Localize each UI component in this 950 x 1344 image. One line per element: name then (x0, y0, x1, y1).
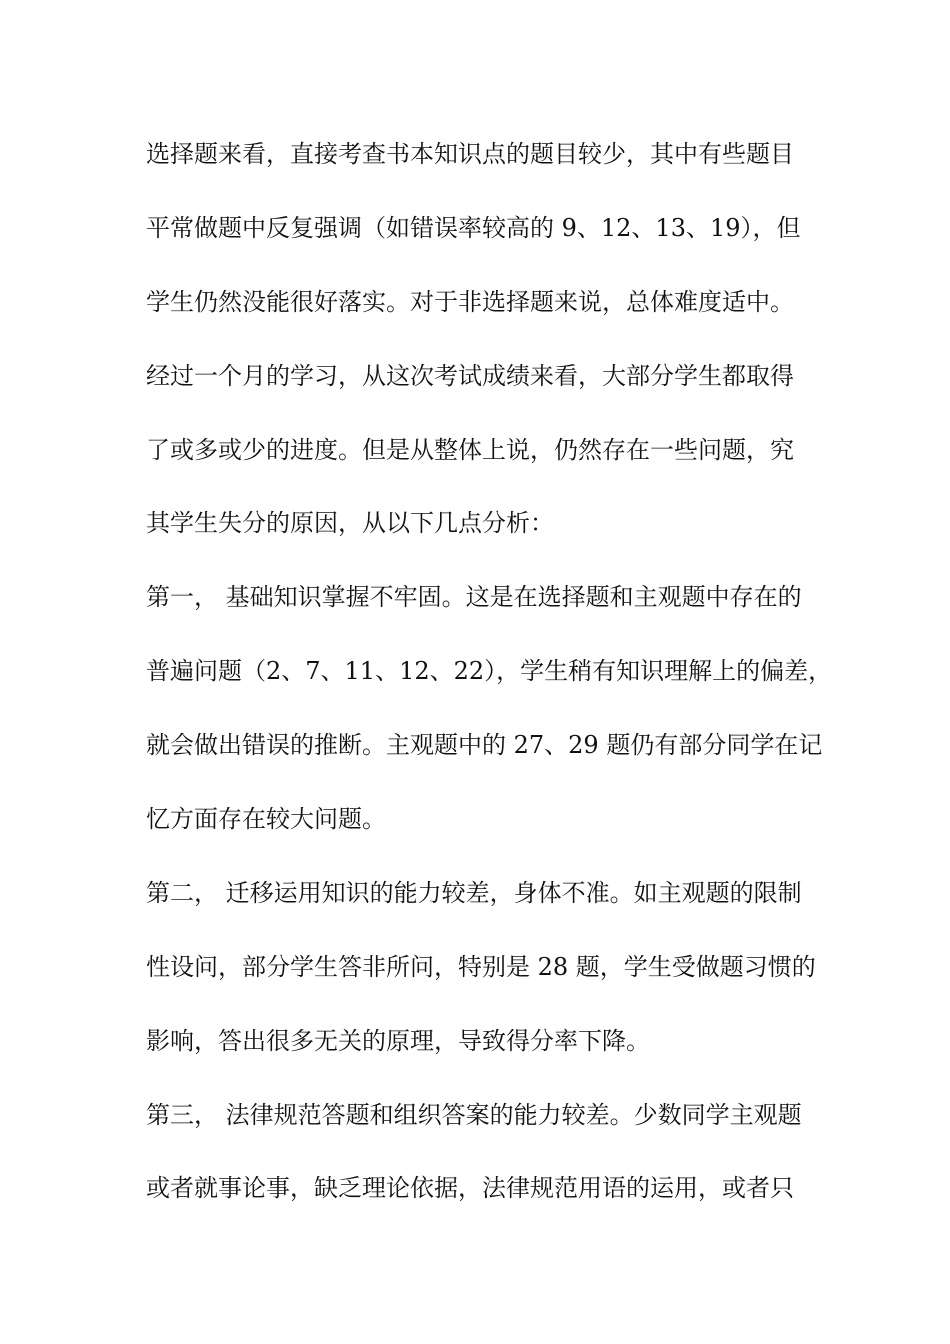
text-line: 忆方面存在较大问题。 (146, 805, 386, 834)
text-line: 第二， 迁移运用知识的能力较差，身体不准。如主观题的限制 (146, 878, 802, 907)
document-body (146, 132, 833, 1240)
text-line: 平常做题中反复强调（如错误率较高的 9、12、13、19），但 (146, 213, 801, 242)
text-line: 学生仍然没能很好落实。对于非选择题来说，总体难度适中。 (146, 287, 794, 316)
text-line: 或者就事论事，缺乏理论依据，法律规范用语的运用，或者只 (146, 1174, 794, 1203)
text-line: 性设问，部分学生答非所问，特别是 28 题，学生受做题习惯的 (146, 952, 816, 981)
text-line: 普遍问题（2、7、11、12、22），学生稍有知识理解上的偏差， (146, 657, 833, 686)
text-line: 就会做出错误的推断。主观题中的 27、29 题仍有部分同学在记 (146, 731, 823, 760)
text-line: 影响，答出很多无关的原理，导致得分率下降。 (146, 1026, 650, 1055)
text-line: 第一， 基础知识掌握不牢固。这是在选择题和主观题中存在的 (146, 583, 802, 612)
text-line: 经过一个月的学习，从这次考试成绩来看，大部分学生都取得 (146, 361, 794, 390)
text-line: 第三， 法律规范答题和组织答案的能力较差。少数同学主观题 (146, 1100, 802, 1129)
text-line: 其学生失分的原因，从以下几点分析： (146, 509, 554, 538)
text-line: 了或多或少的进度。但是从整体上说，仍然存在一些问题，究 (146, 435, 794, 464)
text-line: 选择题来看，直接考查书本知识点的题目较少，其中有些题目 (146, 140, 794, 168)
